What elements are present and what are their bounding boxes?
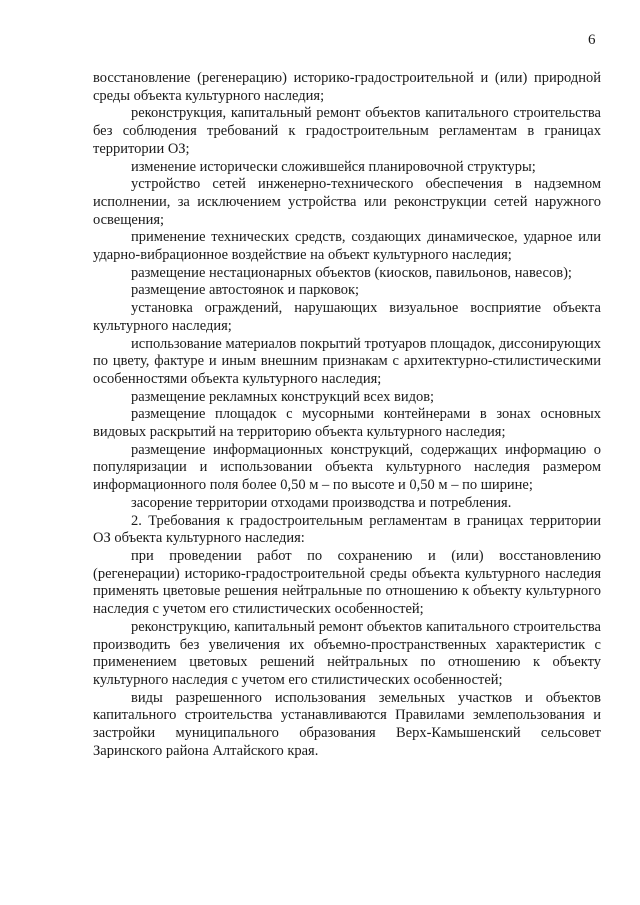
- paragraph: размещение площадок с мусорными контейнерами в зонах основных видовых раскрытий на территорию объекта культурного наследия;: [93, 406, 601, 441]
- paragraph: засорение территории отходами производства и потребления.: [131, 494, 512, 511]
- paragraph: применение технических средств, создающих динамическое, ударное или ударно-вибрационное воздействие на объект культурного наследия;: [93, 229, 601, 264]
- paragraph: размещение автостоянок и парковок;: [131, 282, 360, 299]
- paragraph: устройство сетей инженерно-технического обеспечения в надземном исполнении, за исключением устройства или реконструкции сетей наружного освещения;: [93, 176, 601, 228]
- document-body: [93, 70, 601, 760]
- paragraph: размещение нестационарных объектов (киосков, павильонов, навесов);: [131, 264, 572, 281]
- section-heading-paragraph: 2. Требования к градостроительным регламентам в границах территории ОЗ объекта культурного наследия:: [93, 512, 601, 547]
- paragraph: реконструкция, капитальный ремонт объектов капитального строительства без соблюдения требований к градостроительным регламентам в границах территории ОЗ;: [93, 105, 601, 157]
- paragraph: виды разрешенного использования земельных участков и объектов капитального строительства устанавливаются Правилами землепользования и застройки муниципального образования Верх-Камышенский сельсовет Заринского района Алтайского края.: [93, 689, 601, 759]
- paragraph: размещение информационных конструкций, содержащих информацию о популяризации и использовании объекта культурного наследия размером информационного поля более 0,50 м – по высоте и 0,50 м – по ширине;: [93, 441, 601, 494]
- paragraph: восстановление (регенерацию) историко-градостроительной и (или) природной среды объекта культурного наследия;: [93, 70, 601, 104]
- paragraph: изменение исторически сложившейся планировочной структуры;: [131, 158, 536, 175]
- paragraph: при проведении работ по сохранению и (или) восстановлению (регенерации) историко-градостроительной среды объекта культурного наследия применять цветовые решения нейтральные по отношению к объекту культурного наследия с учетом его стилистических особенностей;: [93, 547, 601, 618]
- paragraph: установка ограждений, нарушающих визуальное восприятие объекта культурного наследия;: [93, 300, 601, 334]
- paragraph: реконструкцию, капитальный ремонт объектов капитального строительства производить без увеличения их объемно-пространственных характеристик с применением цветовых решений нейтральных по отношению к объекту культурного наследия с учетом его стилистических особенностей;: [93, 618, 601, 688]
- paragraph: размещение рекламных конструкций всех видов;: [131, 388, 435, 405]
- paragraph: использование материалов покрытий тротуаров площадок, диссонирующих по цвету, фактуре и иным внешним признакам с архитектурно-стилистическими особенностями объекта культурного наследия;: [93, 335, 601, 387]
- page-number: 6: [588, 32, 596, 48]
